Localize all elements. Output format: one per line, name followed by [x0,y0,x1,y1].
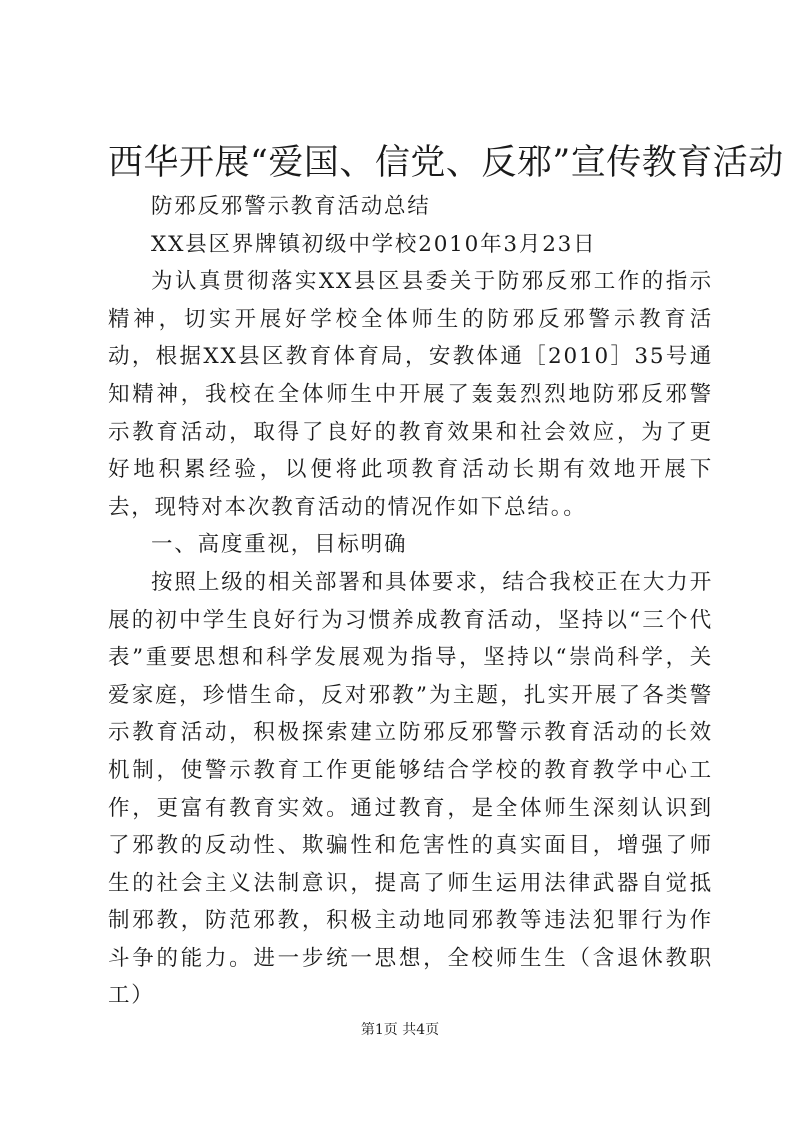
page-number-label: 第1页 共4页 [360,1022,440,1038]
body-paragraph-intro: 为认真贯彻落实XX县区县委关于防邪反邪工作的指示精神，切实开展好学校全体师生的防邪反邪警示教育活动，根据XX县区教育体育局，安教体通［2010］35号通知精神，我校在全体师生中开展了轰轰烈烈地防邪反邪警示教育活动，取得了良好的教育效果和社会效应，为了更好地积累经验，以便将此项教育活动长期有效地开展下去，现特对本次教育活动的情况作如下总结。。 [108,269,713,520]
page-footer [0,1020,800,1040]
body-paragraph-section-1: 按照上级的相关部署和具体要求，结合我校正在大力开展的初中学生良好行为习惯养成教育活动，坚持以“三个代表”重要思想和科学发展观为指导，坚持以“崇尚科学，关爱家庭，珍惜生命，反对邪教”为主题，扎实开展了各类警示教育活动，积极探索建立防邪反邪警示教育活动的长效机制，使警示教育工作更能够结合学校的教育教学中心工作，更富有教育实效。通过教育，是全体师生深刻认识到了邪教的反动性、欺骗性和危害性的真实面目，增强了师生的社会主义法制意识，提高了师生运用法律武器自觉抵制邪教，防范邪教，积极主动地同邪教等违法犯罪行为作斗争的能力。进一步统一思想，全校师生生（含退休教职工） [108,569,713,1009]
section-heading-1: 一、高度重视，目标明确 [151,532,408,558]
document-title: 西华开展“爱国、信党、反邪”宣传教育活动 [108,143,784,183]
document-subtitle: 防邪反邪警示教育活动总结 [151,194,431,219]
document-body [108,188,713,1015]
document-byline: XX县区界牌镇初级中学校2010年3月23日 [151,231,597,257]
